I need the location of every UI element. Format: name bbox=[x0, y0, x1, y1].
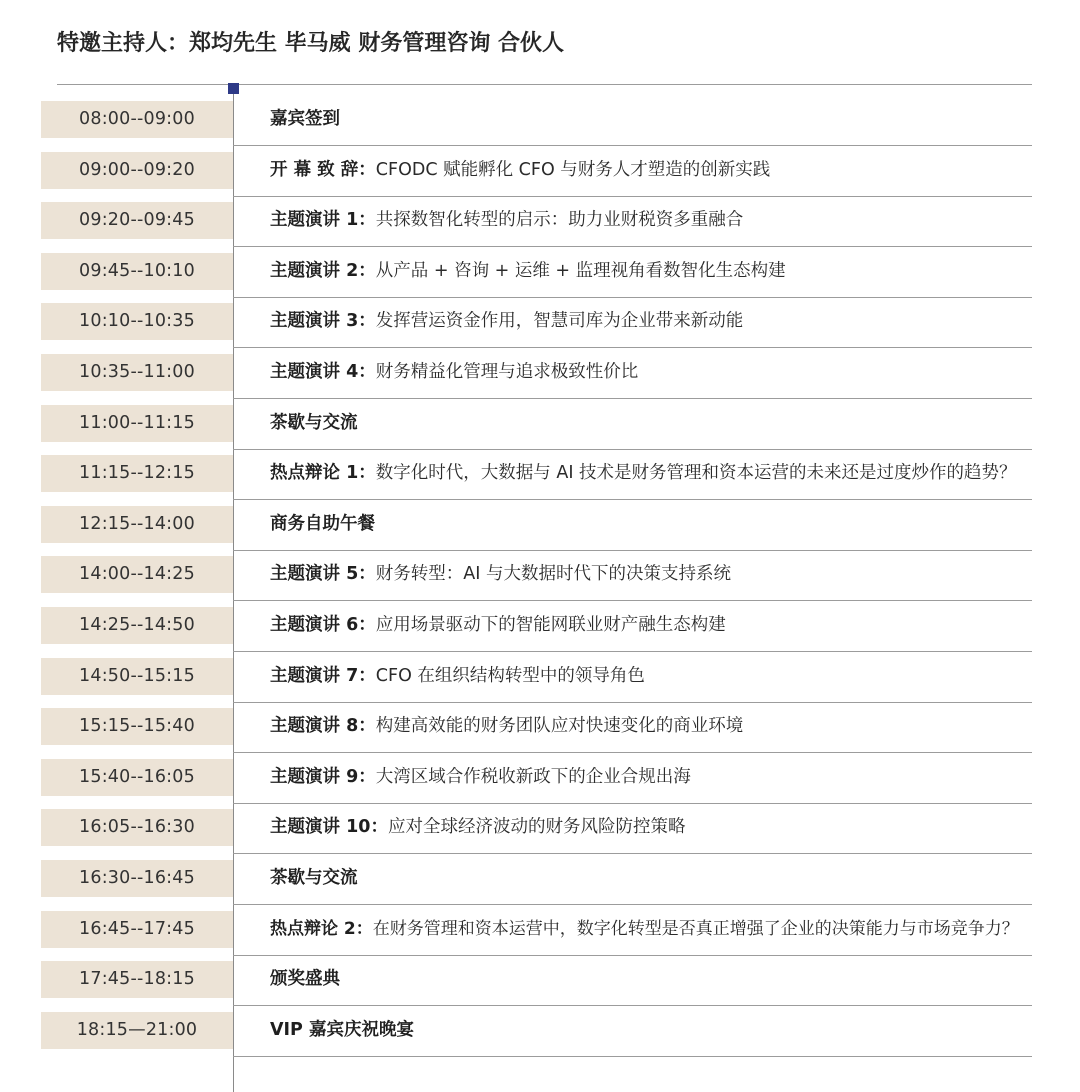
row-divider bbox=[233, 803, 1032, 804]
row-divider bbox=[233, 347, 1032, 348]
schedule-row bbox=[0, 607, 1080, 658]
row-divider bbox=[233, 1005, 1032, 1006]
schedule-row bbox=[0, 152, 1080, 203]
row-divider bbox=[233, 651, 1032, 652]
row-divider bbox=[233, 398, 1032, 399]
schedule-row bbox=[0, 253, 1080, 304]
time-slot: 10:10--10:35 bbox=[41, 303, 233, 340]
agenda-item bbox=[270, 556, 731, 593]
agenda-item bbox=[270, 101, 340, 138]
time-slot: 15:40--16:05 bbox=[41, 759, 233, 796]
agenda-description: 发挥营运资金作用，智慧司库为企业带来新动能 bbox=[375, 311, 744, 332]
row-divider bbox=[233, 449, 1032, 450]
agenda-label: 颁奖盛典 bbox=[270, 969, 340, 990]
page-title: 特邀主持人：郑均先生 毕马威 财务管理咨询 合伙人 bbox=[57, 31, 564, 56]
schedule-row bbox=[0, 202, 1080, 253]
agenda-item bbox=[270, 405, 358, 442]
agenda-description: 从产品 + 咨询 + 运维 + 监理视角看数智化生态构建 bbox=[375, 260, 786, 281]
agenda-description: 共探数智化转型的启示：助力业财税资多重融合 bbox=[375, 210, 744, 231]
time-slot: 18:15—21:00 bbox=[41, 1012, 233, 1049]
agenda-label: 嘉宾签到 bbox=[270, 109, 340, 129]
agenda-label: 主题演讲 6： bbox=[270, 615, 376, 635]
time-slot: 08:00--09:00 bbox=[41, 101, 233, 138]
agenda-description: 数字化时代，大数据与 AI 技术是财务管理和资本运营的未来还是过度炒作的趋势？ bbox=[375, 463, 1017, 484]
row-divider bbox=[233, 499, 1032, 500]
row-divider bbox=[233, 297, 1032, 298]
time-slot: 14:00--14:25 bbox=[41, 556, 233, 593]
agenda-label: 主题演讲 7： bbox=[270, 665, 376, 686]
row-divider bbox=[233, 702, 1032, 703]
time-slot: 14:50--15:15 bbox=[41, 658, 233, 695]
row-divider bbox=[233, 853, 1032, 854]
time-slot: 16:05--16:30 bbox=[41, 809, 233, 846]
time-slot: 16:45--17:45 bbox=[41, 911, 233, 948]
row-divider bbox=[233, 904, 1032, 905]
time-slot: 09:00--09:20 bbox=[41, 152, 233, 189]
agenda-label: 茶歇与交流 bbox=[270, 868, 358, 888]
agenda-item bbox=[270, 658, 645, 695]
agenda-item bbox=[270, 860, 358, 897]
agenda-item bbox=[270, 202, 743, 239]
time-slot: 15:15--15:40 bbox=[41, 708, 233, 745]
agenda-item bbox=[270, 1012, 414, 1049]
agenda-item bbox=[270, 455, 1017, 492]
schedule-row bbox=[0, 1012, 1080, 1063]
agenda-item bbox=[270, 354, 638, 391]
agenda-description: CFO 在组织结构转型中的领导角色 bbox=[375, 665, 645, 686]
agenda-label: VIP 嘉宾庆祝晚宴 bbox=[270, 1019, 414, 1040]
agenda-label: 主题演讲 10： bbox=[270, 817, 388, 838]
row-divider bbox=[233, 550, 1032, 551]
agenda-description: 在财务管理和资本运营中，数字化转型是否真正增强了企业的决策能力与市场竞争力？ bbox=[372, 918, 1019, 939]
row-divider bbox=[233, 955, 1032, 956]
agenda-label: 热点辩论 2： bbox=[270, 918, 373, 939]
agenda-item bbox=[270, 961, 340, 998]
agenda-description: 大湾区域合作税收新政下的企业合规出海 bbox=[375, 766, 691, 787]
agenda-description: 应对全球经济波动的财务风险防控策略 bbox=[387, 817, 686, 838]
time-slot: 12:15--14:00 bbox=[41, 506, 233, 543]
agenda-label: 热点辩论 1： bbox=[270, 463, 376, 484]
agenda-description: 构建高效能的财务团队应对快速变化的商业环境 bbox=[375, 716, 744, 737]
schedule-row bbox=[0, 658, 1080, 709]
agenda-description: CFODC 赋能孵化 CFO 与财务人才塑造的创新实践 bbox=[375, 159, 771, 180]
agenda-label: 主题演讲 2： bbox=[270, 260, 376, 281]
agenda-description: 财务精益化管理与追求极致性价比 bbox=[375, 362, 639, 382]
agenda-label: 主题演讲 8： bbox=[270, 716, 376, 737]
schedule-row bbox=[0, 860, 1080, 911]
row-divider bbox=[233, 600, 1032, 601]
schedule-row bbox=[0, 455, 1080, 506]
time-slot: 14:25--14:50 bbox=[41, 607, 233, 644]
schedule-row bbox=[0, 101, 1080, 152]
row-divider bbox=[233, 246, 1032, 247]
schedule-row bbox=[0, 405, 1080, 456]
time-slot: 09:20--09:45 bbox=[41, 202, 233, 239]
row-divider bbox=[233, 752, 1032, 753]
row-divider bbox=[233, 1056, 1032, 1057]
agenda-item bbox=[270, 253, 786, 290]
schedule-row bbox=[0, 506, 1080, 557]
agenda-label: 主题演讲 1： bbox=[270, 210, 376, 231]
schedule-row bbox=[0, 759, 1080, 810]
schedule-row bbox=[0, 708, 1080, 759]
time-slot: 16:30--16:45 bbox=[41, 860, 233, 897]
agenda-label: 商务自助午餐 bbox=[270, 513, 375, 534]
agenda-item bbox=[270, 303, 743, 340]
agenda-item bbox=[270, 911, 1019, 948]
schedule-row bbox=[0, 303, 1080, 354]
time-slot: 17:45--18:15 bbox=[41, 961, 233, 998]
time-slot: 11:00--11:15 bbox=[41, 405, 233, 442]
schedule-row bbox=[0, 354, 1080, 405]
agenda-item bbox=[270, 506, 375, 543]
agenda-label: 主题演讲 5： bbox=[270, 564, 376, 585]
row-divider bbox=[233, 145, 1032, 146]
agenda-label: 开 幕 致 辞： bbox=[270, 159, 376, 180]
time-slot: 10:35--11:00 bbox=[41, 354, 233, 391]
schedule-row bbox=[0, 809, 1080, 860]
agenda-item bbox=[270, 809, 685, 846]
time-slot: 09:45--10:10 bbox=[41, 253, 233, 290]
schedule-row bbox=[0, 961, 1080, 1012]
agenda-item bbox=[270, 708, 743, 745]
agenda-item bbox=[270, 607, 726, 644]
agenda-label: 茶歇与交流 bbox=[270, 412, 358, 433]
agenda-label: 主题演讲 3： bbox=[270, 311, 376, 332]
agenda-label: 主题演讲 9： bbox=[270, 766, 376, 787]
agenda-description: 应用场景驱动下的智能网联业财产融生态构建 bbox=[375, 615, 726, 635]
row-divider bbox=[233, 196, 1032, 197]
schedule-row bbox=[0, 911, 1080, 962]
time-slot: 11:15--12:15 bbox=[41, 455, 233, 492]
agenda-item bbox=[270, 152, 770, 189]
agenda-item bbox=[270, 759, 691, 796]
schedule-row bbox=[0, 556, 1080, 607]
agenda-description: 财务转型：AI 与大数据时代下的决策支持系统 bbox=[375, 564, 731, 585]
agenda-label: 主题演讲 4： bbox=[270, 362, 376, 382]
